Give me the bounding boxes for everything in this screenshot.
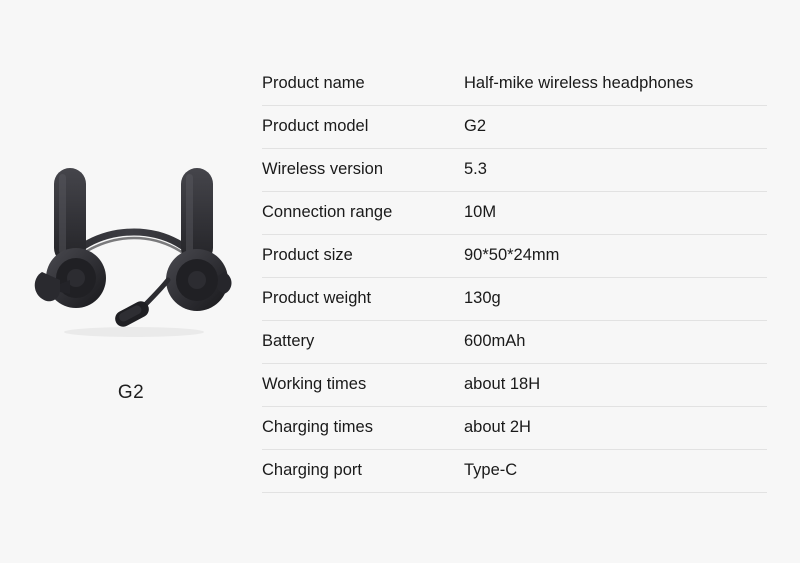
spec-label: Wireless version [262, 148, 464, 191]
product-image-pane [0, 0, 262, 563]
table-row [262, 320, 767, 363]
table-row [262, 191, 767, 234]
spec-value: 600mAh [464, 320, 767, 363]
spec-value: Half-mike wireless headphones [464, 62, 767, 105]
spec-value: 10M [464, 191, 767, 234]
spec-value: about 18H [464, 363, 767, 406]
specification-pane [262, 0, 800, 493]
table-row [262, 105, 767, 148]
table-row [262, 277, 767, 320]
spec-label: Charging port [262, 449, 464, 492]
spec-value: 90*50*24mm [464, 234, 767, 277]
spec-label: Charging times [262, 406, 464, 449]
table-row [262, 234, 767, 277]
headphones-illustration [18, 160, 246, 340]
spec-value: about 2H [464, 406, 767, 449]
spec-value: Type-C [464, 449, 767, 492]
table-row [262, 62, 767, 105]
spec-label: Product model [262, 105, 464, 148]
table-row [262, 148, 767, 191]
spec-label: Product size [262, 234, 464, 277]
spec-value: G2 [464, 105, 767, 148]
spec-label: Working times [262, 363, 464, 406]
table-row [262, 449, 767, 492]
spec-label: Connection range [262, 191, 464, 234]
spec-value: 5.3 [464, 148, 767, 191]
specification-table [262, 62, 767, 493]
spec-label: Product name [262, 62, 464, 105]
spec-label: Product weight [262, 277, 464, 320]
spec-label: Battery [262, 320, 464, 363]
spec-value: 130g [464, 277, 767, 320]
table-row [262, 406, 767, 449]
table-row [262, 363, 767, 406]
product-caption: G2 [117, 382, 145, 403]
